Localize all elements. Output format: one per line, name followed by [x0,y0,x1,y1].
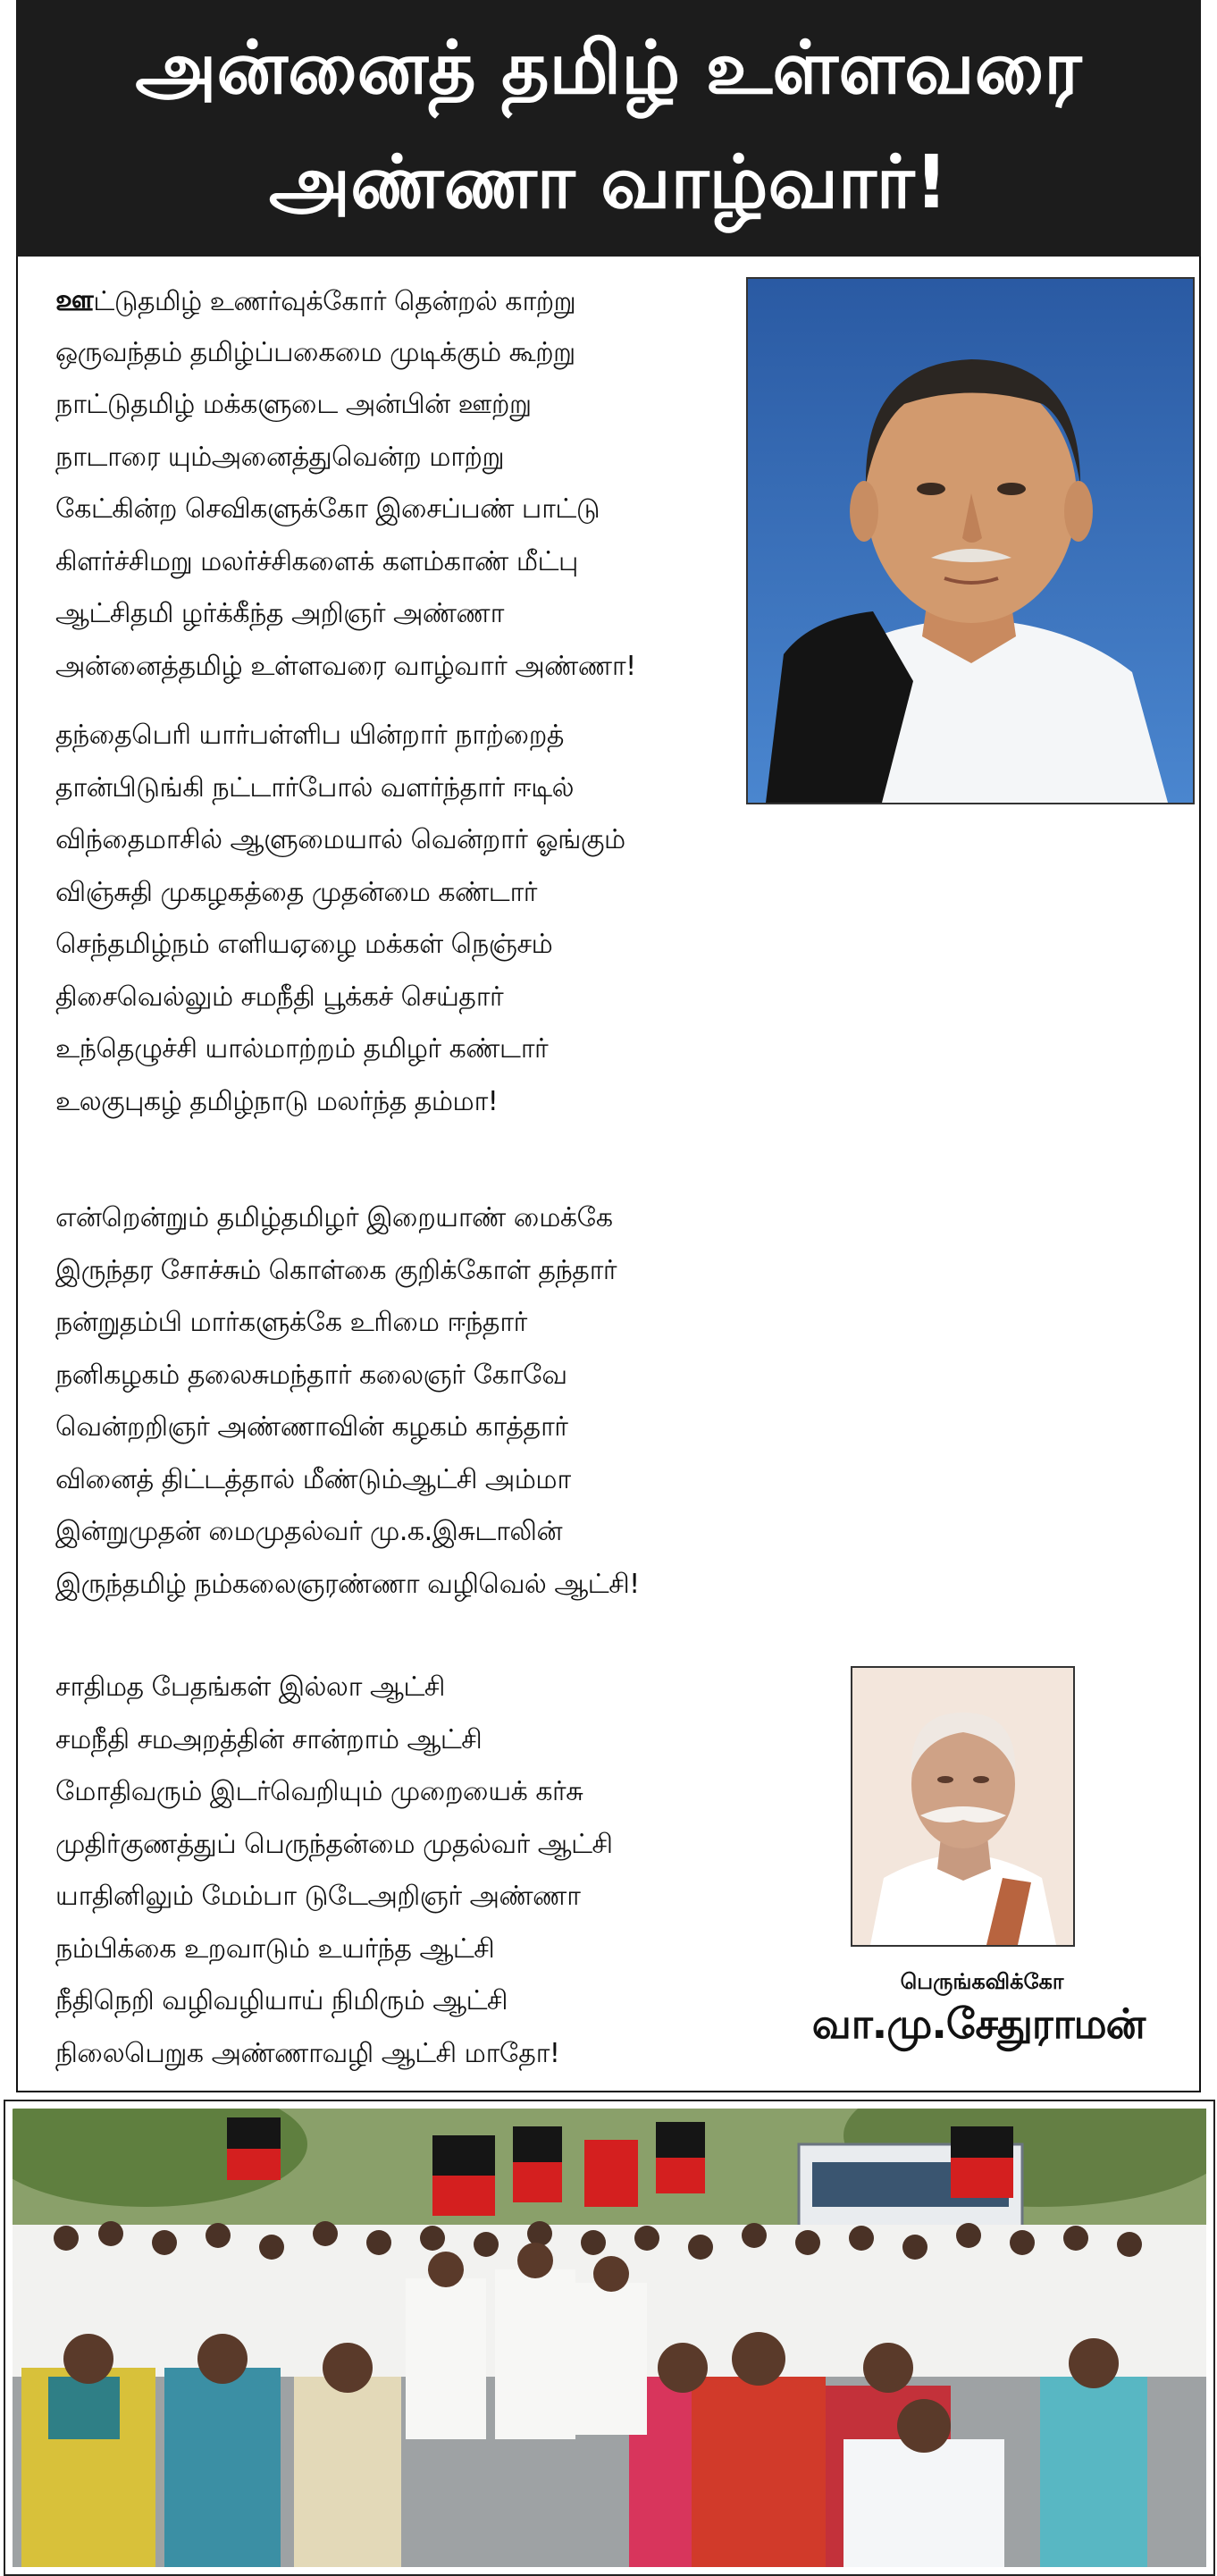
poet-portrait-photo [851,1666,1075,1947]
poem-stanza-3 [55,1192,806,1611]
poem-line [55,274,806,327]
poem-line: கிளர்ச்சிமறு மலர்ச்சிகளைக் களம்காண் மீட்பு [55,545,578,577]
rally-photo-frame [4,2100,1215,2576]
poem-line: தந்தைபெரி யார்பள்ளிப யின்றார் நாற்றைத் [55,720,564,751]
poem-line: முதிர்குணத்துப் பெருந்தன்மை முதல்வர் ஆட்சி [55,1828,613,1860]
poem-line: உலகுபுகழ் தமிழ்நாடு மலர்ந்த தம்மா! [55,1085,499,1117]
poem-line: ஒருவந்தம் தமிழ்ப்பகைமை முடிக்கும் கூற்று [55,336,575,368]
poem-line-text: ட்டுதமிழ் உணர்வுக்கோர் தென்றல் காற்று [93,286,576,317]
poem-line: நாட்டுதமிழ் மக்களுடை அன்பின் ஊற்று [55,389,532,420]
poem-stanza-1 [55,274,806,693]
poem-line: வினைத் திட்டத்தால் மீண்டும்ஆட்சி அம்மா [55,1463,571,1495]
poem-line: உந்தெழுச்சி யால்மாற்றம் தமிழர் கண்டார் [55,1033,549,1065]
poem-line: அன்னைத்தமிழ் உள்ளவரை வாழ்வார் அண்ணா! [55,650,636,682]
portrait-illustration [748,279,1193,803]
poem-line: கேட்கின்ற செவிகளுக்கோ இசைப்பண் பாட்டு [55,493,600,525]
poem-line: என்றென்றும் தமிழ்தமிழர் இறையாண் மைக்கே [55,1202,613,1233]
poem-line: யாதினிலும் மேம்பா டுடேஅறிஞர் அண்ணா [55,1881,581,1912]
anna-portrait-photo [746,277,1195,804]
poem-line: விந்தைமாசில் ஆளுமையால் வென்றார் ஓங்கும் [55,824,625,855]
drop-cap: ஊ [55,282,94,318]
poem-line: விஞ்சுதி முகழகத்தை முதன்மை கண்டார் [55,876,537,908]
poem-line: நீதிநெறி வழிவழியாய் நிமிரும் ஆட்சி [55,1985,508,2016]
poem-line: நாடாரை யும்அனைத்துவென்ற மாற்று [55,441,505,473]
poem-line: ஆட்சிதமி ழர்க்கீந்த அறிஞர் அண்ணா [55,598,504,629]
poem-stanza-2 [55,710,806,1128]
rally-photo [13,2109,1206,2567]
poem-line: இன்றுமுதன் மைமுதல்வர் மு.க.இசுடாலின் [55,1516,563,1547]
poem-stanza-4 [55,1662,806,2080]
poet-illustration [852,1668,1073,1945]
poem-article [16,257,1201,2092]
headline-banner [16,0,1201,257]
poem-line: செந்தமிழ்நம் எளியஏழை மக்கள் நெஞ்சம் [55,929,553,960]
poem-line: இருந்தர சோச்சும் கொள்கை குறிக்கோள் தந்தார் [55,1254,617,1286]
poem-line: மோதிவரும் இடர்வெறியும் முறையைக் கர்சு [55,1776,583,1807]
poem-line: வென்றறிஞர் அண்ணாவின் கழகம் காத்தார் [55,1411,568,1443]
poem-line: சாதிமத பேதங்கள் இல்லா ஆட்சி [55,1671,445,1703]
poem-line: நன்றுதம்பி மார்களுக்கே உரிமை ஈந்தார் [55,1307,527,1338]
poem-line: திசைவெல்லும் சமநீதி பூக்கச் செய்தார் [55,981,504,1013]
poem-line: தான்பிடுங்கி நட்டார்போல் வளர்ந்தார் ஈடில் [55,771,574,804]
headline-line-2: அண்ணா வாழ்வார்! [268,140,949,225]
poet-title: பெருங்கவிக்கோ [900,1969,1064,1994]
poem-line: நம்பிக்கை உறவாடும் உயர்ந்த ஆட்சி [55,1932,495,1965]
rally-illustration [13,2109,1206,2567]
poem-line: நனிகழகம் தலைசுமந்தார் கலைஞர் கோவே [55,1359,567,1391]
poem-line: இருந்தமிழ் நம்கலைஞரண்ணா வழிவெல் ஆட்சி! [55,1568,640,1600]
poem-line: சமநீதி சமஅறத்தின் சான்றாம் ஆட்சி [55,1723,483,1755]
headline-line-1: அன்னைத் தமிழ் உள்ளவரை [135,26,1082,111]
poet-name: வா.மு.சேதுராமன் [811,1999,1146,2048]
poem-line: நிலைபெறுக அண்ணாவழி ஆட்சி மாதோ! [55,2037,560,2069]
